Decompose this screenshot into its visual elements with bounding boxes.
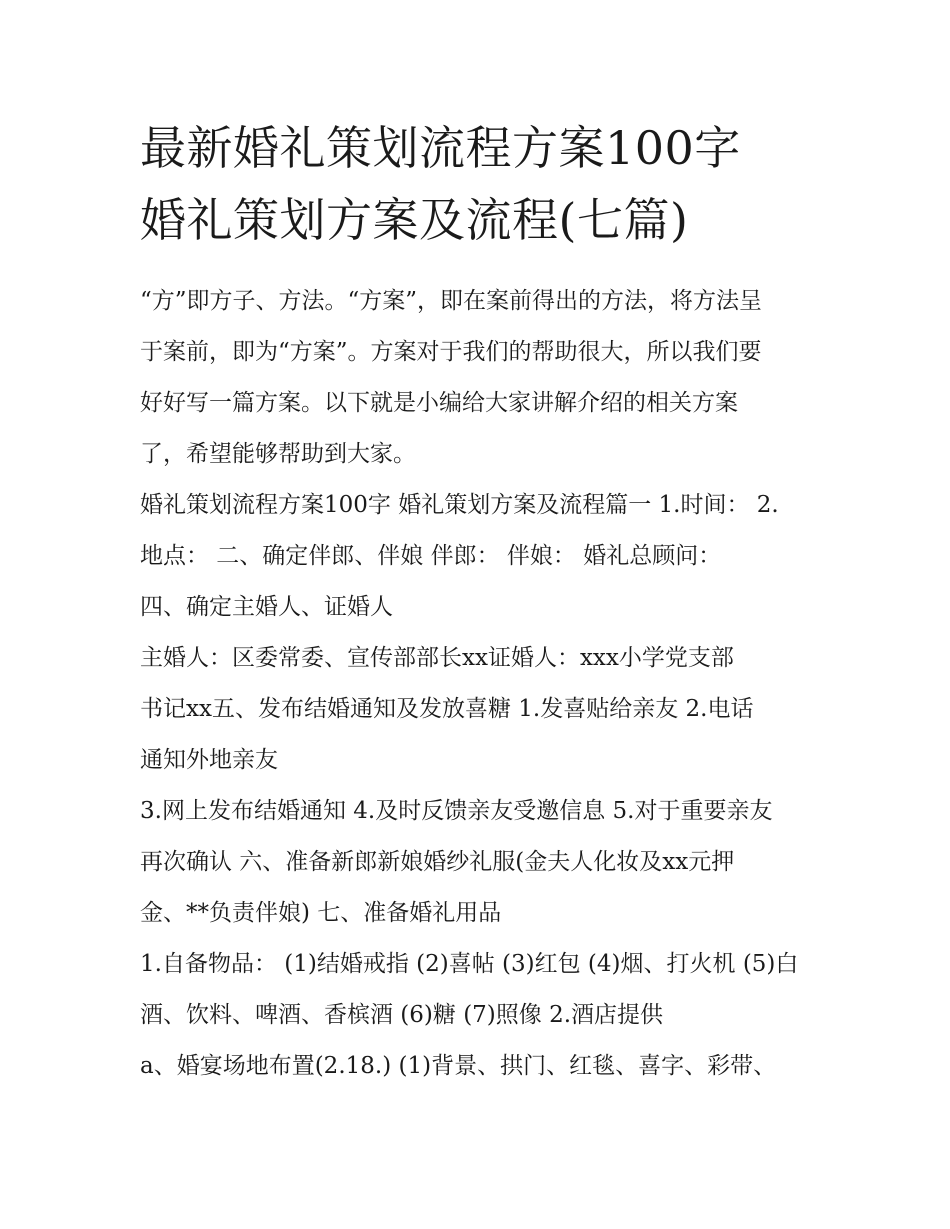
text-line: 好好写一篇方案。以下就是小编给大家讲解介绍的相关方案	[140, 390, 738, 416]
text-line: 1.自备物品： (1)结婚戒指 (2)喜帖 (3)红包 (4)烟、打火机 (5)白	[140, 951, 799, 977]
text-line: 于案前，即为“方案”。方案对于我们的帮助很大，所以我们要	[140, 339, 762, 365]
text-line: 通知外地亲友	[140, 747, 278, 773]
title-line: 最新婚礼策划流程方案100字	[140, 121, 741, 175]
document-body	[140, 112, 812, 1092]
section-paragraph	[140, 1041, 812, 1092]
title-line: 婚礼策划方案及流程(七篇)	[140, 193, 689, 247]
section-paragraph	[140, 786, 812, 939]
text-line: 地点： 二、确定伴郎、伴娘 伴郎： 伴娘： 婚礼总顾问：	[140, 543, 722, 569]
text-line: 了，希望能够帮助到大家。	[140, 441, 416, 467]
text-line: 金、**负责伴娘) 七、准备婚礼用品	[140, 900, 502, 926]
text-line: 书记xx五、发布结婚通知及发放喜糖 1.发喜贴给亲友 2.电话	[140, 696, 754, 722]
text-line: 3.网上发布结婚通知 4.及时反馈亲友受邀信息 5.对于重要亲友	[140, 798, 773, 824]
section-paragraph	[140, 582, 812, 633]
text-line: 四、确定主婚人、证婚人	[140, 594, 393, 620]
text-line: a、婚宴场地布置(2.18.) (1)背景、拱门、红毯、喜字、彩带、	[140, 1053, 777, 1079]
text-line: 婚礼策划流程方案100字 婚礼策划方案及流程篇一 1.时间： 2.	[140, 492, 779, 518]
text-line: “方”即方子、方法。“方案”，即在案前得出的方法，将方法呈	[140, 288, 763, 314]
section-paragraph	[140, 633, 812, 786]
section-paragraph	[140, 939, 812, 1041]
text-line: 再次确认 六、准备新郎新娘婚纱礼服(金夫人化妆及xx元押	[140, 849, 735, 875]
document-title	[140, 112, 812, 256]
text-line: 主婚人：区委常委、宣传部部长xx证婚人：xxx小学党支部	[140, 645, 734, 671]
section-paragraph	[140, 480, 812, 582]
intro-paragraph	[140, 276, 812, 480]
text-line: 酒、饮料、啤酒、香槟酒 (6)糖 (7)照像 2.酒店提供	[140, 1002, 664, 1028]
